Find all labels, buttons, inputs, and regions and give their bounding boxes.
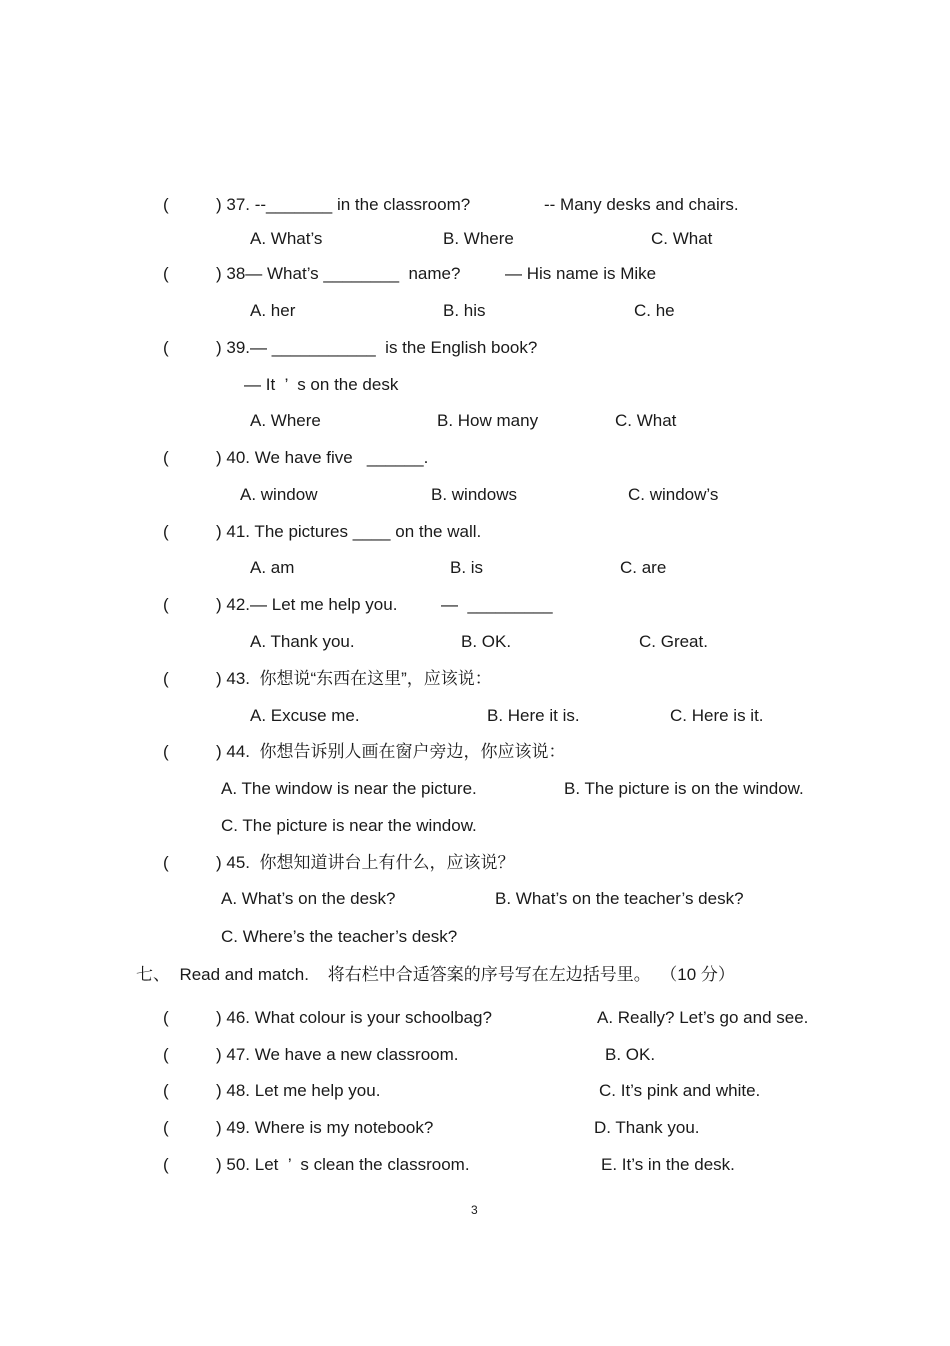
question-37-option-b: B. Where <box>443 229 514 248</box>
question-39-option-a: A. Where <box>250 411 321 430</box>
match-answer-e: E. It’s in the desk. <box>601 1155 735 1174</box>
question-37-option-a: A. What’s <box>250 229 323 248</box>
question-40-option-a: A. window <box>240 485 318 504</box>
question-45-option-b: B. What’s on the teacher’s desk? <box>495 889 744 908</box>
question-45-option-a: A. What’s on the desk? <box>221 889 396 908</box>
question-43-option-b: B. Here it is. <box>487 706 580 725</box>
question-40-stem: ) 40. We have five ______. <box>216 448 429 467</box>
question-41-option-a: A. am <box>250 558 295 577</box>
match-answer-d: D. Thank you. <box>594 1118 700 1137</box>
question-38-stem: ) 38— What’s ________ name? <box>216 264 461 283</box>
answer-paren: ( <box>163 595 169 614</box>
answer-paren: ( <box>163 338 169 357</box>
question-37-option-c: C. What <box>651 229 713 248</box>
question-41-option-c: C. are <box>620 558 667 577</box>
question-38-reply: — His name is Mike <box>505 264 657 283</box>
match-item-49: ) 49. Where is my notebook? <box>216 1118 434 1137</box>
question-39-stem: ) 39.— ___________ is the English book? <box>216 338 538 357</box>
question-41-stem: ) 41. The pictures ____ on the wall. <box>216 522 482 541</box>
match-item-46: ) 46. What colour is your schoolbag? <box>216 1008 492 1027</box>
answer-paren: ( <box>163 1155 169 1174</box>
question-37-stem: ) 37. --_______ in the classroom? <box>216 195 471 214</box>
question-42-option-b: B. OK. <box>461 632 512 651</box>
question-42-stem: ) 42.— Let me help you. <box>216 595 398 614</box>
answer-paren: ( <box>163 669 169 688</box>
question-45-stem: ) 45. 你想知道讲台上有什么，应该说？ <box>216 853 515 872</box>
question-38-option-c: C. he <box>634 301 675 320</box>
question-43-stem: ) 43. 你想说“东西在这里”，应该说： <box>216 669 492 688</box>
question-39-reply: — It ’ s on the desk <box>244 375 399 394</box>
match-answer-a: A. Really? Let’s go and see. <box>597 1008 809 1027</box>
question-44-stem: ) 44. 你想告诉别人画在窗户旁边，你应该说： <box>216 742 566 761</box>
answer-paren: ( <box>163 448 169 467</box>
question-38-option-a: A. her <box>250 301 296 320</box>
answer-paren: ( <box>163 1081 169 1100</box>
page-number: 3 <box>471 1203 478 1217</box>
match-item-50: ) 50. Let ’ s clean the classroom. <box>216 1155 470 1174</box>
question-45-option-c: C. Where’s the teacher’s desk? <box>221 927 458 946</box>
answer-paren: ( <box>163 853 169 872</box>
question-43-option-c: C. Here is it. <box>670 706 764 725</box>
question-39-option-b: B. How many <box>437 411 539 430</box>
answer-paren: ( <box>163 1008 169 1027</box>
answer-paren: ( <box>163 742 169 761</box>
match-item-48: ) 48. Let me help you. <box>216 1081 381 1100</box>
question-44-option-c: C. The picture is near the window. <box>221 816 477 835</box>
question-44-option-a: A. The window is near the picture. <box>221 779 477 798</box>
question-38-option-b: B. his <box>443 301 486 320</box>
match-answer-c: C. It’s pink and white. <box>599 1081 761 1100</box>
answer-paren: ( <box>163 1118 169 1137</box>
question-40-option-c: C. window’s <box>628 485 719 504</box>
question-43-option-a: A. Excuse me. <box>250 706 360 725</box>
answer-paren: ( <box>163 522 169 541</box>
answer-paren: ( <box>163 264 169 283</box>
match-item-47: ) 47. We have a new classroom. <box>216 1045 459 1064</box>
answer-paren: ( <box>163 195 169 214</box>
question-42-reply: — _________ <box>441 595 553 614</box>
answer-paren: ( <box>163 1045 169 1064</box>
question-37-reply: -- Many desks and chairs. <box>544 195 739 214</box>
question-42-option-a: A. Thank you. <box>250 632 355 651</box>
question-41-option-b: B. is <box>450 558 484 577</box>
match-answer-b: B. OK. <box>605 1045 656 1064</box>
question-39-option-c: C. What <box>615 411 677 430</box>
section-7-heading: 七、 Read and match. 将右栏中合适答案的序号写在左边括号里。 （10 分） <box>136 965 735 984</box>
question-40-option-b: B. windows <box>431 485 517 504</box>
question-42-option-c: C. Great. <box>639 632 708 651</box>
question-44-option-b: B. The picture is on the window. <box>564 779 804 798</box>
